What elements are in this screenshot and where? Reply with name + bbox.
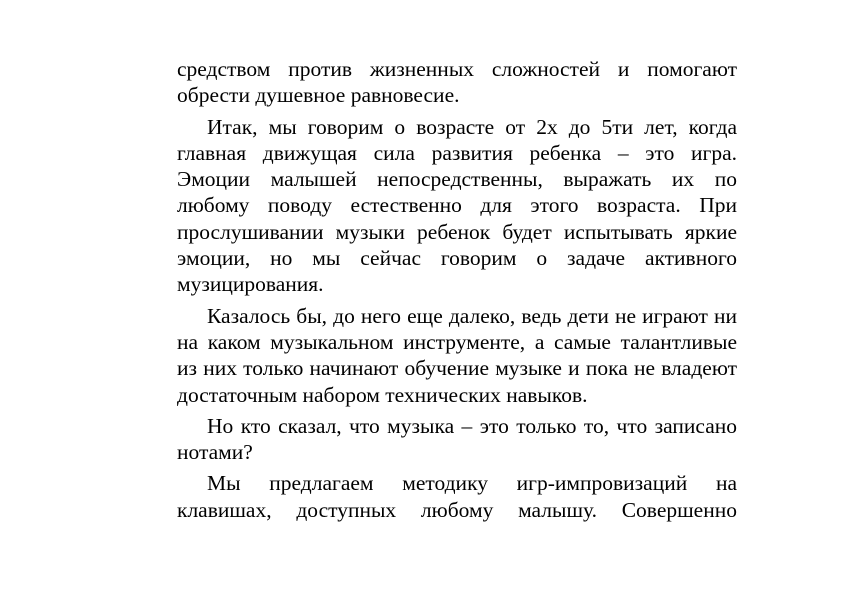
text-line: Мы предлагаем методику игр-импровизаций на (207, 471, 737, 496)
document-body (177, 56, 737, 523)
text-line: из них только начинают обучение музыке и пока не владеют (177, 356, 737, 381)
text-line: эмоции, но мы сейчас говорим о задаче активного (177, 246, 737, 271)
text-line: музицирования. (177, 272, 324, 297)
paragraph (177, 114, 737, 298)
paragraph (177, 303, 737, 408)
text-line: прослушивании музыки ребенок будет испытывать яркие (177, 219, 737, 244)
text-line: Эмоции малышей непосредственны, выражать их по (177, 167, 737, 192)
text-line: на каком музыкальном инструменте, а самые талантливые (177, 329, 737, 354)
text-line: достаточным набором технических навыков. (177, 382, 588, 407)
paragraph (177, 56, 737, 109)
paragraph (177, 470, 737, 523)
text-line: Итак, мы говорим о возрасте от 2х до 5ти лет, когда (207, 114, 737, 139)
text-line: любому поводу естественно для этого возраста. При (177, 193, 737, 218)
text-line: Казалось бы, до него еще далеко, ведь дети не играют ни (207, 303, 737, 328)
text-line: средством против жизненных сложностей и помогают (177, 57, 737, 81)
text-line: нотами? (177, 440, 253, 465)
text-line: главная движущая сила развития ребенка – это игра. (177, 140, 737, 165)
paragraph (177, 413, 737, 466)
text-line: клавишах, доступных любому малышу. Совершенно (177, 497, 737, 522)
text-line: обрести душевное равновесие. (177, 83, 460, 108)
text-line: Но кто сказал, что музыка – это только то, что записано (207, 413, 737, 438)
